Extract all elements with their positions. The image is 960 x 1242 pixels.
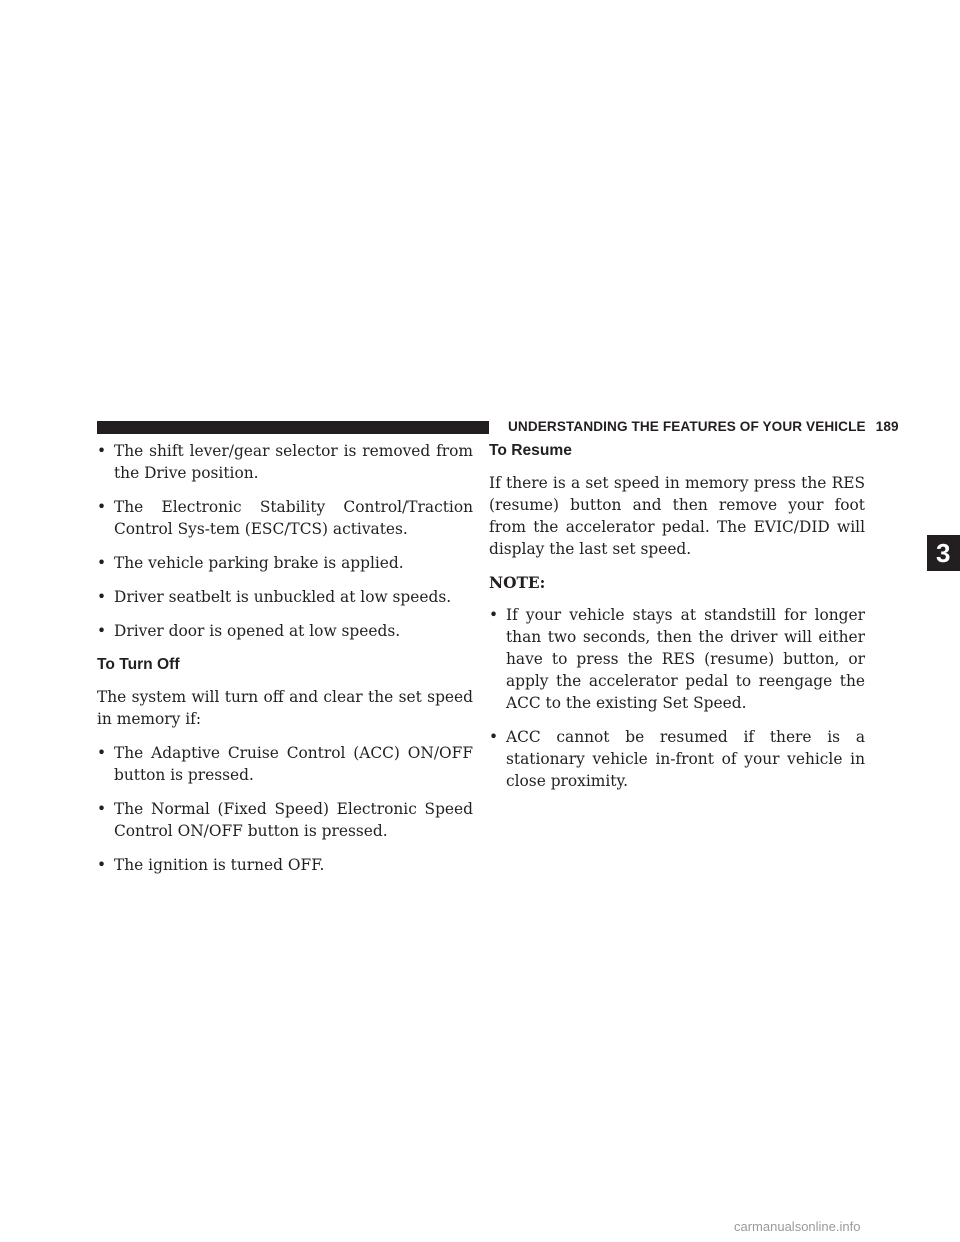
- chapter-tab: 3: [927, 535, 960, 571]
- list-item: [97, 496, 473, 540]
- list-item-text: The ignition is turned OFF.: [114, 856, 325, 874]
- list-item: [97, 620, 473, 642]
- header-rule: [97, 421, 489, 434]
- bullet-glyph: •: [97, 588, 107, 606]
- note-label: NOTE:: [489, 574, 546, 592]
- bullet-glyph: •: [97, 442, 107, 460]
- list-item-text: The vehicle parking brake is applied.: [114, 554, 404, 572]
- list-item-text: If your vehicle stays at standstill for longer than two seconds, then the driver will either have to press the RES (resume) button, or apply the accelerator pedal to reengage the ACC to the existing Set Speed.: [506, 606, 865, 712]
- list-item: [97, 586, 473, 608]
- list-item: [97, 798, 473, 842]
- list-item-text: Driver door is opened at low speeds.: [114, 622, 401, 640]
- paragraph: The system will turn off and clear the set speed in memory if:: [97, 688, 473, 728]
- watermark: carmanualsonline.info: [734, 1219, 861, 1234]
- bullet-glyph: •: [489, 606, 499, 624]
- section-heading-turn-off: To Turn Off: [97, 656, 180, 673]
- list-item-text: The shift lever/gear selector is removed from the Drive position.: [114, 442, 473, 482]
- list-item: [489, 726, 865, 792]
- list-item-text: The Normal (Fixed Speed) Electronic Speed Control ON/OFF button is pressed.: [114, 800, 473, 840]
- left-column: [97, 440, 473, 888]
- list-item: [489, 604, 865, 714]
- right-column: [489, 440, 865, 804]
- bullet-glyph: •: [97, 554, 107, 572]
- list-item: [97, 854, 473, 876]
- running-header: [508, 418, 899, 436]
- section-heading-resume: To Resume: [489, 442, 572, 459]
- bullet-glyph: •: [97, 622, 107, 640]
- bullet-glyph: •: [489, 728, 499, 746]
- list-item: [97, 552, 473, 574]
- list-item-text: ACC cannot be resumed if there is a stationary vehicle in-front of your vehicle in close proximity.: [506, 728, 865, 790]
- list-item: [97, 440, 473, 484]
- bullet-glyph: •: [97, 856, 107, 874]
- page-number: 189: [875, 419, 899, 434]
- list-item-text: The Electronic Stability Control/Traction Control Sys-tem (ESC/TCS) activates.: [114, 498, 473, 538]
- list-item-text: The Adaptive Cruise Control (ACC) ON/OFF button is pressed.: [114, 744, 473, 784]
- bullet-glyph: •: [97, 744, 107, 762]
- header-title: UNDERSTANDING THE FEATURES OF YOUR VEHICLE: [508, 419, 866, 434]
- list-item: [97, 742, 473, 786]
- bullet-glyph: •: [97, 800, 107, 818]
- list-item-text: Driver seatbelt is unbuckled at low speeds.: [114, 588, 452, 606]
- bullet-glyph: •: [97, 498, 107, 516]
- paragraph: If there is a set speed in memory press the RES (resume) button and then remove your foot from the accelerator pedal. The EVIC/DID will display the last set speed.: [489, 474, 865, 558]
